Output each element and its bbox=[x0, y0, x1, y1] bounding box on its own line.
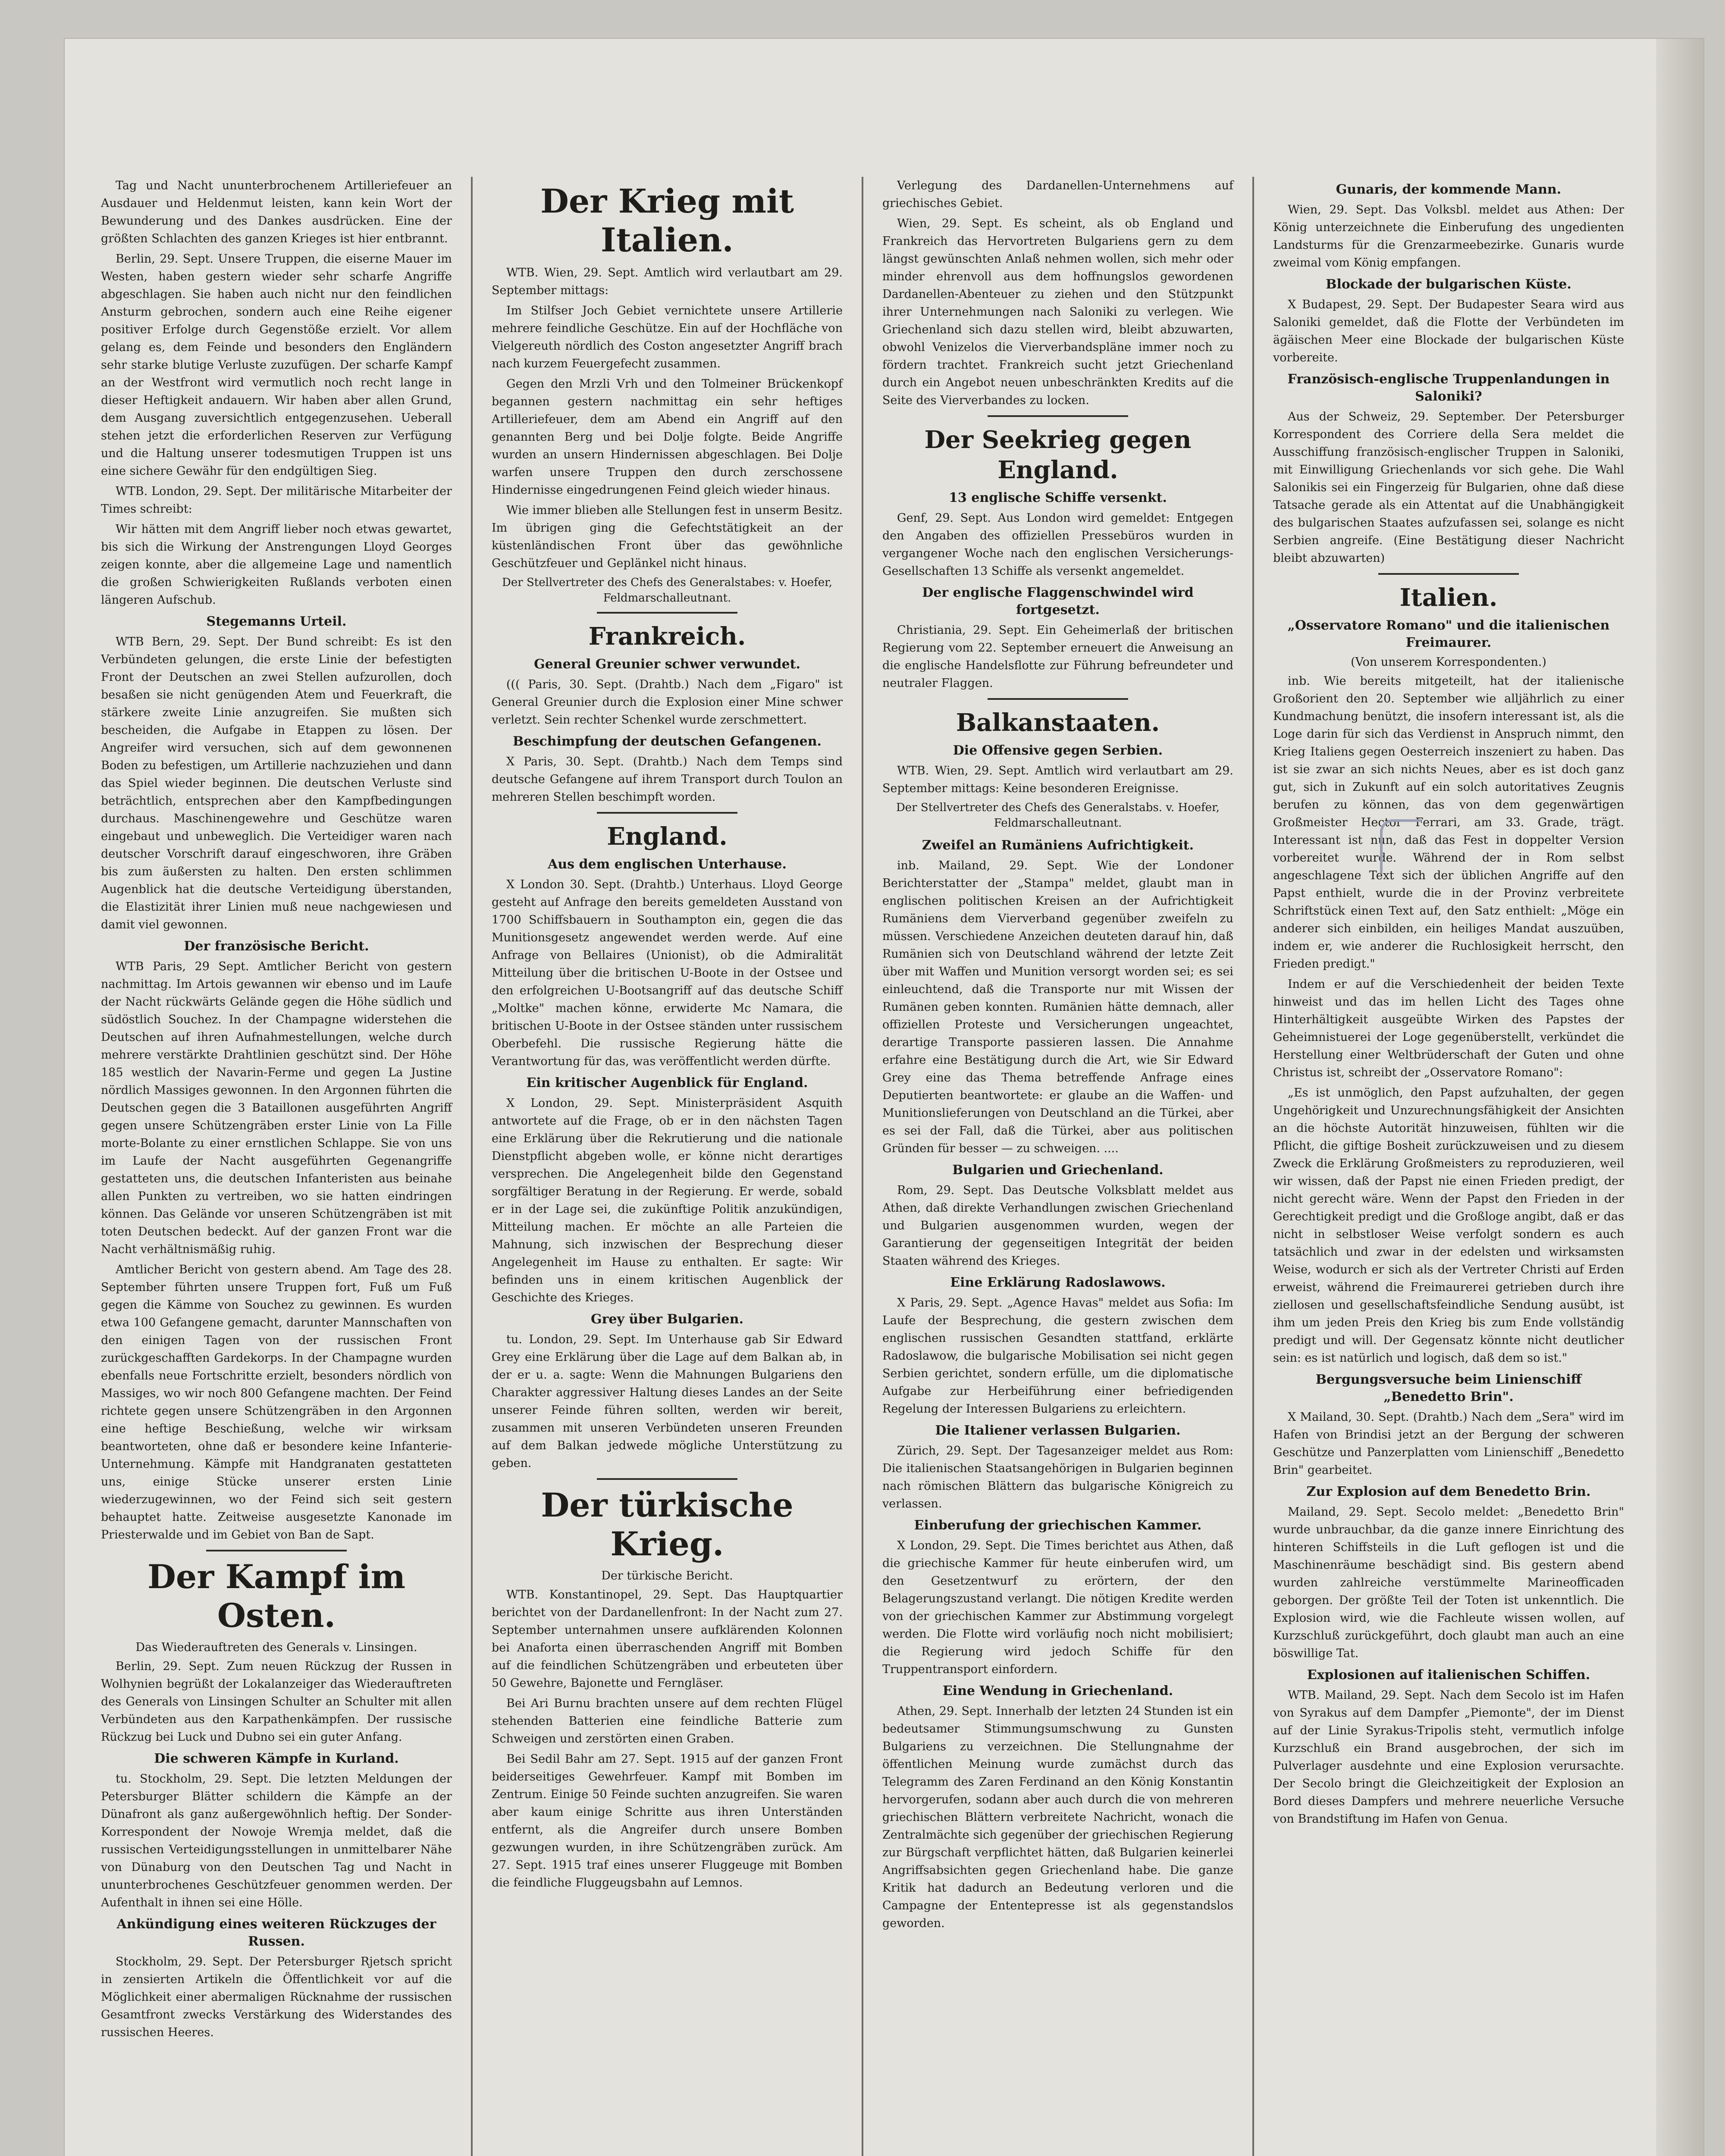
paragraph: Verlegung des Dardanellen-Unternehmens auf griechisches Gebiet. bbox=[882, 179, 1233, 210]
section-heading: Der Seekrieg gegen England. bbox=[924, 426, 1192, 484]
paragraph: tu. Stockholm, 29. Sept. Die letzten Meldungen der Petersburger Blätter schildern die Kämpfe an der Dünafront als ganz außergewöhnlich heftig. Der Sonder-Korrespondent der Nowoje Wremja meldet, daß die russischen Verteidigungsstellungen in unmittelbarer Nähe von Dünaburg von den Deutschen Tag und Nacht in ununterbrochenes Geschützfeuer genommen werden. Der Aufenthalt in ihnen sei eine Hölle. bbox=[101, 1772, 452, 1909]
article-heading: Die Offensive gegen Serbien. bbox=[953, 743, 1163, 758]
paragraph: ((( Paris, 30. Sept. (Drahtb.) Nach dem „Figaro" ist General Greunier durch die Explosion einer Mine schwer verletzt. Sein rechter Schenkel wurde zerschmettert. bbox=[492, 678, 843, 727]
paragraph: Gegen den Mrzli Vrh und den Tolmeiner Brückenkopf begannen gestern nachmittag ein sehr heftiges Artilleriefeuer, dem am Abend ein Angriff auf den genannten Berg und bei Dolje folgte. Beide Angriffe wurden an unsern Hindernissen abgeschlagen. Bei Dolje warfen unsere Truppen den durch zerschossene Hindernisse eingedrungenen Feind gleich wieder hinaus. bbox=[492, 377, 843, 497]
article-heading: „Osservatore Romano" und die italienischen Freimaurer. bbox=[1287, 618, 1610, 650]
signature: Der Stellvertreter des Chefs des Generalstabs. v. Hoefer, Feldmarschalleutnant. bbox=[896, 801, 1220, 830]
paragraph: Tag und Nacht ununterbrochenem Artilleriefeuer an Ausdauer und Heldenmut leisten, kann kein Wort der Bewunderung und des Dankes ausdrücken. Eine der größten Schlachten des ganzen Krieges ist hier entbrannt. bbox=[101, 179, 452, 245]
rule-divider bbox=[1378, 573, 1519, 575]
paragraph: Wie immer blieben alle Stellungen fest in unserm Besitz. Im übrigen ging die Gefechtstätigkeit an der küstenländischen Front über das gewöhnliche Geschützfeuer und Geplänkel nicht hinaus. bbox=[492, 504, 843, 570]
paragraph: Im Stilfser Joch Gebiet vernichtete unsere Artillerie mehrere feindliche Geschütze. Ein auf der Hochfläche von Vielgereuth nördlich des Coston angesetzter Angriff brach nach kurzem Feuergefecht zusammen. bbox=[492, 304, 843, 370]
paragraph: Berlin, 29. Sept. Zum neuen Rückzug der Russen in Wolhynien begrüßt der Lokalanzeiger das Wiederauftreten des Generals von Linsingen Schulter an Schulter mit allen Verbündeten aus den Karpathenkämpfen. Der russische Rückzug bei Luck und Dubno sei ein guter Anfang. bbox=[101, 1660, 452, 1744]
paragraph: Bei Ari Burnu brachten unsere auf dem rechten Flügel stehenden Batterien eine feindliche Batterie zum Schweigen und zerstörten einen Graben. bbox=[492, 1697, 843, 1745]
article-heading: Eine Wendung in Griechenland. bbox=[942, 1683, 1173, 1698]
rule-divider bbox=[597, 812, 737, 814]
paragraph: Athen, 29. Sept. Innerhalb der letzten 24 Stunden ist ein bedeutsamer Stimmungsumschwung zu Gunsten Bulgariens zu verzeichnen. Die Stellungnahme der öffentlichen Meinung wurde zumächst durch das Telegramm des Zaren Ferdinand an den König Konstantin hervorgerufen, sodann aber auch durch die von mehreren griechischen Blättern verbreitete Nachricht, wonach die Zentralmächte sich gegenüber der griechischen Regierung zur Bürgschaft verpflichtet hätten, daß Bulgarien keinerlei Angriffsabsichten gegen Griechenland habe. Die ganze Kritik hat dadurch an Bedeutung verloren und die Campagne der Ententepresse ist als gegenstandslos geworden. bbox=[882, 1705, 1233, 1930]
article-heading: Bulgarien und Griechenland. bbox=[952, 1163, 1164, 1178]
paragraph: X Mailand, 30. Sept. (Drahtb.) Nach dem „Sera" wird im Hafen von Brindisi jetzt an der Bergung der schweren Geschütze und Panzerplatten vom Linienschiff „Benedetto Brin" gearbeitet. bbox=[1273, 1410, 1624, 1477]
article-columns bbox=[82, 177, 1643, 2156]
article-heading: Aus dem englischen Unterhause. bbox=[548, 857, 787, 872]
paragraph: Zürich, 29. Sept. Der Tagesanzeiger meldet aus Rom: Die italienischen Staatsangehörigen in Bulgarien beginnen nach römischen Blättern das bulgarische Königreich zu verlassen. bbox=[882, 1444, 1233, 1510]
pencil-mark bbox=[1380, 819, 1421, 874]
paragraph: X Paris, 30. Sept. (Drahtb.) Nach dem Temps sind deutsche Gefangene auf ihrem Transport durch Toulon an mehreren Stellen beschimpft worden. bbox=[492, 755, 843, 804]
article-subheading: Der türkische Bericht. bbox=[601, 1569, 733, 1583]
paragraph: X London 30. Sept. (Drahtb.) Unterhaus. Lloyd George gesteht auf Anfrage den bereits gemeldeten Ausstand von 1700 Schiffsbauern in Southampton ein, gegen die das Munitionsgesetz angewendet werden werde. Auf eine Anfrage von Bellaires (Unionist), ob die Admiralität Mitteilung über die britischen U-Boote in der Ostsee und den erfolgreichen U-Bootsangriff auf das deutsche Schiff „Moltke" machen könne, erwiderte Mc Namara, die britischen U-Boote in der Ostsee ständen unter russischem Oberbefehl. Die russische Regierung hätte die Verantwortung für das, was veröffentlicht werden dürfte. bbox=[492, 878, 843, 1068]
article-heading: Die schweren Kämpfe in Kurland. bbox=[154, 1751, 399, 1766]
rule-divider bbox=[988, 415, 1128, 417]
article-heading: Zweifel an Rumäniens Aufrichtigkeit. bbox=[922, 838, 1194, 853]
column-1 bbox=[82, 177, 473, 2156]
column-2 bbox=[473, 177, 863, 2156]
article-heading: 13 englische Schiffe versenkt. bbox=[949, 490, 1167, 505]
paragraph: Amtlicher Bericht von gestern abend. Am Tage des 28. September führten unsere Truppen fort, Fuß um Fuß gegen die Kämme von Souchez zu gewinnen. Es wurden etwa 100 Gefangene gemacht, darunter Mannschaften von den einigen Tagen von der russischen Front zurückgeschafften Gardekorps. In der Champagne wurden ebenfalls neue Fortschritte erzielt, besonders nördlich von Massiges, wo wir noch 800 Gefangene machten. Der Feind richtete gegen unsere Schützengräben in den Argonnen eine heftige Beschießung, welche wir wirksam beantworteten, ohne daß er besondere keine Infanterie-Unternehmung. Kämpfe mit Handgranaten gestatteten uns, einige Stücke unserer ersten Linie wiederzugewinnen, wo der Feind sich seit gestern behauptet hatte. Zeitweise ausgesetzte Kanonade im Priesterwalde und im Gebiet von Ban de Sapt. bbox=[101, 1263, 452, 1542]
section-heading: Frankreich. bbox=[588, 622, 746, 651]
article-heading: Französisch-englische Truppenlandungen in Saloniki? bbox=[1287, 372, 1610, 404]
column-3 bbox=[863, 177, 1254, 2156]
paragraph: X Paris, 29. Sept. „Agence Havas" meldet aus Sofia: Im Laufe der Besprechung, die gestern zwischen dem englischen russischen Gesandten stattfand, erklärte Radoslawow, die bulgarische Mobilisation sei nicht gegen Serbien gerichtet, sondern erfülle, um die diplomatische Aufgabe zur Herbeiführung einer befriedigenden Regelung der Interessen Bulgariens zu erleichtern. bbox=[882, 1296, 1233, 1416]
paragraph: inb. Mailand, 29. Sept. Wie der Londoner Berichterstatter der „Stampa" meldet, glaubt man in englischen politischen Kreisen an der Aufrichtigkeit Rumäniens dem Vierverband gegenüber zweifeln zu müssen. Verschiedene Anzeichen deuteten darauf hin, daß Rumänien sich von Deutschland während der letzte Zeit über mit Waffen und Munition versorgt worden sei; es sei einleuchtend, daß die Transporte nur mit Wissen der Rumänen geben konnten. Rumänien hätte demnach, aller offiziellen Proteste und Versicherungen ungeachtet, derartige Transporte passieren lassen. Die Annahme erfahre eine Bestätigung durch die Art, wie Sir Edward Grey eine das Thema betreffende Anfrage eines Deputierten beantwortete: er glaube an die Waffen- und Munitionslieferungen von Deutschland an die Türkei, aber es sei der Fall, daß die Türkei, aber aus politischen Gründen für besser — zu schweigen. .... bbox=[882, 859, 1233, 1155]
rule-divider bbox=[206, 1550, 347, 1551]
section-heading: Der türkische Krieg. bbox=[541, 1486, 794, 1563]
paragraph: Genf, 29. Sept. Aus London wird gemeldet: Entgegen den Angaben des offiziellen Pressebüros wurden in vergangener Woche nach den englischen Versicherungs-Gesellschaften 13 Schiffe als versenkt angemeldet. bbox=[882, 511, 1233, 578]
article-heading: Der französische Bericht. bbox=[184, 939, 369, 954]
paragraph: WTB Paris, 29 Sept. Amtlicher Bericht von gestern nachmittag. Im Artois gewannen wir ebenso und im Laufe der Nacht rückwärts Gelände gegen die Höhe südlich und südöstlich Souchez. In der Champagne widerstehen die Deutschen auf ihren Aufnahmestellungen, welche durch mehrere verstärkte Drahtlinien geschützt sind. Der Höhe 185 westlich der Navarin-Ferme und gegen La Justine nördlich Massiges gewonnen. In den Argonnen führten die Deutschen gegen die 3 Bataillonen ausgeführten Angriff gegen unsere Schützengräben erster Linie von La Fille morte-Bolante zu einer ernstlichen Schlappe. Sie von uns im Laufe der Nacht ausgeführten Gegenangriffe gestatteten uns, die deutschen Infanteristen aus beinahe allen Punkten zu vertreiben, wo sie hatten eindringen können. Das Gelände vor unseren Schützengräben ist mit toten Deutschen bedeckt. Auf der ganzen Front war die Nacht verhältnismäßig ruhig. bbox=[101, 960, 452, 1256]
article-heading: Eine Erklärung Radoslawows. bbox=[950, 1275, 1166, 1290]
paragraph: WTB. London, 29. Sept. Der militärische Mitarbeiter der Times schreibt: bbox=[101, 485, 452, 516]
article-heading: Grey über Bulgarien. bbox=[590, 1312, 744, 1327]
paragraph: Stockholm, 29. Sept. Der Petersburger Rjetsch spricht in zensierten Artikeln die Öffentlichkeit vor auf die Möglichkeit einer abermaligen Rücknahme der russischen Gesamtfront zwecks Verstärkung des Widerstandes des russischen Heeres. bbox=[101, 1955, 452, 2039]
paragraph: Wien, 29. Sept. Das Volksbl. meldet aus Athen: Der König unterzeichnete die Einberufung des ungedienten Landsturms für die Grenzarmeebezirke. Gunaris wurde zweimal vom König empfangen. bbox=[1273, 203, 1624, 270]
paragraph: tu. London, 29. Sept. Im Unterhause gab Sir Edward Grey eine Erklärung über die Lage auf dem Balkan ab, in der er u. a. sagte: Wenn die Mahnungen Bulgariens den Charakter aggressiver Haltung dieses Landes an der Seite unserer Feinde führen sollten, werden wir bereit, zusammen mit unseren Verbündeten unseren Freunden auf dem Balkan jedwede mögliche Unterstützung zu geben. bbox=[492, 1333, 843, 1470]
article-subheading: (Von unserem Korrespondenten.) bbox=[1351, 655, 1546, 669]
paragraph: inb. Wie bereits mitgeteilt, hat der italienische Großorient den 20. September wie alljährlich zu einer Kundmachung benützt, die insofern interessant ist, als die Loge darin für sich das Verdienst in Anspruch nimmt, den Krieg Italiens gegen Oesterreich inszeniert zu haben. Das ist sie zwar an sich nichts Neues, aber es ist doch ganz gut, sich in Zukunft auf ein solch autoritatives Zeugnis berufen zu können, das von dem gegenwärtigen Großmeister Hector Ferrari, am 33. Grade, trägt. Interessant ist nun, daß das Fest in doppelter Version vorbereitet wurde. Während der in Rom selbst angeschlagene Text sich der üblichen Angriffe auf den Papst enthielt, wurde die in der Provinz verbreitete Schriftstück einen Text auf, den Satz enthielt: „Möge ein anderer sich einbilden, ein heiliges Mandat auszuüben, indem er, wie anderer die Ruchlosigkeit herrscht, den Frieden predigt." bbox=[1273, 674, 1624, 971]
paragraph: Aus der Schweiz, 29. September. Der Petersburger Korrespondent des Corriere della Sera meldet die Ausschiffung französisch-englischer Truppen in Saloniki, mit Einwilligung Griechenlands vor sich gehe. Die Wahl Salonikis sei ein Fingerzeig für Bulgarien, ohne daß diese Tatsache gerade als ein Attentat auf die Unabhängigkeit des bulgarischen Staates aufzufassen sei, solange es nicht Serbien angreife. (Eine Bestätigung dieser Nachricht bleibt abzuwarten) bbox=[1273, 410, 1624, 565]
article-heading: Ein kritischer Augenblick für England. bbox=[526, 1075, 808, 1091]
rule-divider bbox=[597, 612, 737, 614]
paragraph: WTB. Konstantinopel, 29. Sept. Das Hauptquartier berichtet von der Dardanellenfront: In der Nacht zum 27. September unternahmen unsere aufklärenden Kolonnen bei Anaforta einen überraschenden Angriff mit Bomben auf die feindlichen Schützengräben und erbeuteten über 50 Gewehre, Bajonette und Ferngläser. bbox=[492, 1588, 843, 1690]
paragraph: Indem er auf die Verschiedenheit der beiden Texte hinweist und das im hellen Licht des Tages ohne Hinterhältigkeit ausgeübte Wirken des Papstes der Geheimnistuerei der Loge gegenüberstellt, verkündet die Herstellung einer Weltbrüderschaft der Guten und ohne Christus ist, schreibt der „Osservatore Romano": bbox=[1273, 978, 1624, 1079]
section-heading: Der Krieg mit Italien. bbox=[540, 182, 794, 259]
page-fold-shadow bbox=[1656, 39, 1703, 2156]
article-heading: Der englische Flaggenschwindel wird fortgesetzt. bbox=[922, 585, 1194, 617]
article-heading: Explosionen auf italienischen Schiffen. bbox=[1307, 1667, 1590, 1683]
paragraph: X London, 29. Sept. Die Times berichtet aus Athen, daß die griechische Kammer für heute einberufen wird, um den Gesetzentwurf zu erörtern, der den Belagerungszustand verlangt. Die nötigen Kredite werden von der griechischen Kammer zur Abstimmung vorgelegt werden. Die Flotte wird vorläufig noch nicht mobilisiert; die Regierung wird jedoch Schiffe für den Truppentransport einfordern. bbox=[882, 1539, 1233, 1676]
article-heading: Blockade der bulgarischen Küste. bbox=[1326, 277, 1571, 292]
rule-divider bbox=[597, 1478, 737, 1480]
section-heading: Der Kampf im Osten. bbox=[147, 1557, 406, 1635]
column-4 bbox=[1254, 177, 1643, 2156]
paragraph: Wien, 29. Sept. Es scheint, als ob England und Frankreich das Hervortreten Bulgariens gern zu dem längst gewünschten Anlaß nehmen wollen, sich mehr oder minder ehrenvoll aus dem hoffnungslos gewordenen Dardanellen-Abenteuer zu ziehen und den Stützpunkt ihrer Unternehmungen nach Saloniki zu verlegen. Wie Griechenland sich dazu stellen wird, bleibt abzuwarten, obwohl Venizelos die Vierverbandspläne immer noch zu fördern trachtet. Frankreich sucht jetzt Griechenland durch ein Angebot neuen unbeschränkten Kredits auf die Seite des Vierverbandes zu locken. bbox=[882, 217, 1233, 407]
rule-divider bbox=[988, 698, 1128, 700]
article-heading: Zur Explosion auf dem Benedetto Brin. bbox=[1306, 1484, 1591, 1499]
article-heading: Stegemanns Urteil. bbox=[206, 614, 347, 629]
section-heading: Italien. bbox=[1399, 583, 1498, 612]
section-heading: England. bbox=[607, 822, 728, 851]
newspaper-page bbox=[65, 39, 1703, 2156]
paragraph: Bei Sedil Bahr am 27. Sept. 1915 auf der ganzen Front beiderseitiges Gewehrfeuer. Kampf mit Bomben im Zentrum. Einige 50 Feinde suchten anzugreifen. Sie waren aber kaum einige Schritte aus ihren Unterständen entfernt, als die Angreifer durch unsere Bomben gezwungen wurden, in ihre Schützengräben zurück. Am 27. Sept. 1915 traf eines unserer Fluggeuge mit Bomben die feindliche Fluggeugsbahn auf Lemnos. bbox=[492, 1752, 843, 1890]
paragraph: „Es ist unmöglich, den Papst aufzuhalten, der gegen Ungehörigkeit und Unzurechnungsfähigkeit der Ansichten an die höchste Autorität hinzuweisen, fühlten wir die Pflicht, die giftige Bosheit zurückzuweisen und zu diesem Zweck die Erklärung Großmeisters zu reproduzieren, weil wir wissen, daß der Papst nie einen Frieden predigt, der nicht gerecht wäre. Wenn der Papst den Frieden in der Gerechtigkeit predigt und die Großloge angibt, daß er das nicht in selbstloser Weise verfolgt sondern es auch tatsächlich und zwar in der edelsten und wirksamsten Weise, wodurch er sich als der Vertreter Christi auf Erden erweist, während die Freimaurerei getrieben durch ihre ziellosen und gesellschaftsfeindliche Sendung ausübt, ist ihm um jeden Preis den Krieg bis zum Ende vollständig predigt und will. Der Gegensatz könnte nicht deutlicher sein: es ist natürlich und logisch, daß dem so ist." bbox=[1273, 1086, 1624, 1365]
article-heading: General Greunier schwer verwundet. bbox=[534, 657, 800, 672]
signature: Der Stellvertreter des Chefs des Generalstabes: v. Hoefer, Feldmarschalleutnant. bbox=[502, 576, 832, 605]
paragraph: Berlin, 29. Sept. Unsere Truppen, die eiserne Mauer im Westen, haben gestern wieder sehr scharfe Angriffe abgeschlagen. Sie haben auch nicht nur den feindlichen Ansturm gebrochen, sondern auch eine Reihe eigener positiver Erfolge durch Gegenstöße erzielt. Vor allem gelang es, dem Feinde und besonders den Engländern sehr starke blutige Verluste zuzufügen. Der scharfe Kampf an der Westfront wird vermutlich noch recht lange in dieser Heftigkeit andauern. Wir haben aber allen Grund, dem Ausgang zuversichtlich entgegenzusehen. Ueberall stehen jetzt die erforderlichen Reserven zur Verfügung und die Haltung unserer todesmutigen Truppen ist uns eine sichere Gewähr für den endgültigen Sieg. bbox=[101, 252, 452, 478]
section-heading: Balkanstaaten. bbox=[956, 708, 1160, 737]
paragraph: Christiania, 29. Sept. Ein Geheimerlaß der britischen Regierung vom 22. September erneuert die Anweisung an die englische Handelsflotte zur Führung befreundeter und neutraler Flaggen. bbox=[882, 624, 1233, 690]
paragraph: X Budapest, 29. Sept. Der Budapester Seara wird aus Saloniki gemeldet, daß die Flotte der Verbündeten im ägäischen Meer eine Blockade der bulgarischen Küste vorbereite. bbox=[1273, 298, 1624, 364]
article-heading: Ankündigung eines weiteren Rückzuges der Russen. bbox=[116, 1917, 436, 1949]
paragraph: Wir hätten mit dem Angriff lieber noch etwas gewartet, bis sich die Wirkung der Anstrengungen Lloyd Georges zeigen konnte, aber die allgemeine Lage und namentlich die großen Schwierigkeiten Rußlands verboten einen längeren Aufschub. bbox=[101, 523, 452, 607]
article-heading: Beschimpfung der deutschen Gefangenen. bbox=[513, 734, 822, 749]
paragraph: X London, 29. Sept. Ministerpräsident Asquith antwortete auf die Frage, ob er in den nächsten Tagen eine Erklärung über die Rekrutierung und die nationale Dienstpflicht abgeben wolle, er könne nicht derartiges versprechen. Die Angelegenheit bilde den Gegenstand sorgfältiger Beratung in der Regierung. Er werde, sobald er in der Lage sei, die zukünftige Politik anzukündigen, Mitteilung machen. Er möchte an alle Parteien die Mahnung, sich inzwischen der Besprechung dieser Angelegenheit im Hause zu enthalten. Er sagte: Wir befinden uns in einem kritischen Augenblick der Geschichte des Krieges. bbox=[492, 1097, 843, 1304]
paragraph: Rom, 29. Sept. Das Deutsche Volksblatt meldet aus Athen, daß direkte Verhandlungen zwischen Griechenland und Bulgarien ausgenommen wurden, wegen der Garantierung der gegenseitigen Integrität der beiden Staaten während des Krieges. bbox=[882, 1184, 1233, 1268]
article-subheading: Das Wiederauftreten des Generals v. Linsingen. bbox=[135, 1641, 417, 1654]
paragraph: WTB. Wien, 29. Sept. Amtlich wird verlautbart am 29. September mittags: Keine besonderen Ereignisse. bbox=[882, 764, 1233, 795]
paragraph: WTB Bern, 29. Sept. Der Bund schreibt: Es ist den Verbündeten gelungen, die erste Linie der befestigten Front der Deutschen an zwei Stellen aufzurollen, doch besaßen sie nicht genügenden Atem und Feuerkraft, die stärkere zweite Linie anzugreifen. Sie mußten sich bescheiden, die Aufgabe in Etappen zu lösen. Der Angreifer wird versuchen, sich auf dem gewonnenen Boden zu befestigen, um Artillerie nachzuziehen und dann das Spiel wieder beginnen. Die deutschen Verluste sind beträchtlich, entsprechen aber den Kampfbedingungen durchaus. Maschinengewehre und Geschütze waren eingebaut und unbeweglich. Die Verteidiger waren nach deutscher Vorschrift darauf eingeschworen, ihre Gräben bis zum äußersten zu halten. Den ersten schlimmen Augenblick hat die deutsche Verteidigung überstanden, die Elastizität ihrer Linien muß neue nachgewiesen und damit viel gewonnen. bbox=[101, 635, 452, 931]
article-heading: Die Italiener verlassen Bulgarien. bbox=[935, 1423, 1181, 1438]
paragraph: WTB. Wien, 29. Sept. Amtlich wird verlautbart am 29. September mittags: bbox=[492, 266, 843, 297]
paragraph: Mailand, 29. Sept. Secolo meldet: „Benedetto Brin" wurde unbrauchbar, da die ganze innere Einrichtung des hinteren Schiffsteils in die Luft geflogen ist und die Maschinenräume beschädigt sind. Bis gestern abend wurden zahlreiche verstümmelte Marineofficaden geborgen. Der größte Teil der Toten ist unkenntlich. Die Explosion wird, wie die Fachleute wissen wollen, auf Kurzschluß zurückgeführt, doch glaubt man auch an eine böswillige Tat. bbox=[1273, 1505, 1624, 1660]
article-heading: Gunaris, der kommende Mann. bbox=[1336, 182, 1562, 197]
article-heading: Einberufung der griechischen Kammer. bbox=[914, 1518, 1202, 1533]
paragraph: WTB. Mailand, 29. Sept. Nach dem Secolo ist im Hafen von Syrakus auf dem Dampfer „Piemonte", der im Dienst auf der Linie Syrakus-Tripolis steht, vermutlich infolge Kurzschluß ein Brand ausgebrochen, der sich im Pulverlager ausdehnte und eine Explosion verursachte. Der Secolo bringt die Gleichzeitigkeit der Explosion an Bord dieses Dampfers und mehrere neuerliche Versuche von Brandstiftung im Hafen von Genua. bbox=[1273, 1689, 1624, 1826]
article-heading: Bergungsversuche beim Linienschiff „Benedetto Brin". bbox=[1315, 1372, 1582, 1404]
